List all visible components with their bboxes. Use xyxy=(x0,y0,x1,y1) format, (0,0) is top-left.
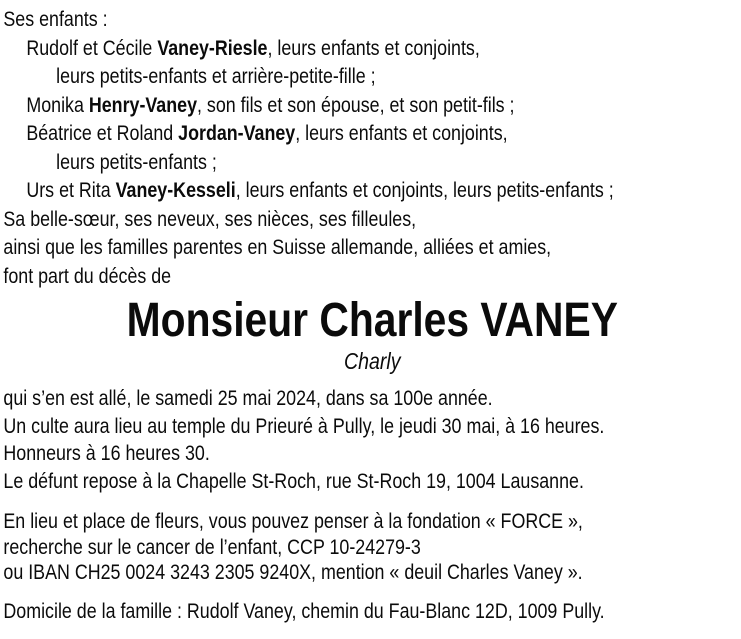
text-segment: ainsi que les familles parentes en Suisse allemande, alliées et amies, xyxy=(3,236,552,259)
intro-line xyxy=(3,206,741,235)
text-segment: Urs et Rita xyxy=(26,179,116,202)
detail-line: qui s’en est allé, le samedi 25 mai 2024, dans sa 100e année. xyxy=(3,387,493,410)
detail-paragraph xyxy=(3,385,741,495)
detail-paragraph xyxy=(3,509,741,586)
text-segment: Béatrice et Roland xyxy=(26,122,179,145)
family-name: Jordan-Vaney xyxy=(178,122,296,145)
intro-line xyxy=(3,63,741,92)
text-segment: Sa belle-sœur, ses neveux, ses nièces, ses filleules, xyxy=(3,207,417,231)
intro-line xyxy=(3,35,741,64)
intro-line xyxy=(3,263,741,292)
deceased-nickname: Charly xyxy=(344,348,401,374)
text-segment: font part du décès de xyxy=(3,264,172,288)
family-name: Henry-Vaney xyxy=(88,93,198,117)
text-segment: , leurs enfants et conjoints, xyxy=(295,122,508,145)
intro-line xyxy=(3,149,741,178)
intro-line xyxy=(3,234,741,263)
family-intro xyxy=(3,6,741,291)
text-segment: , leurs enfants et conjoints, xyxy=(267,36,480,60)
intro-line xyxy=(3,177,741,206)
text-segment: leurs petits-enfants et arrière-petite-fille ; xyxy=(56,65,376,88)
text-segment: Ses enfants : xyxy=(3,8,108,31)
detail-line: ou IBAN CH25 0024 3243 2305 9240X, mention « deuil Charles Vaney ». xyxy=(3,561,583,584)
deceased-name: Monsieur Charles VANEY xyxy=(126,294,618,347)
family-name: Vaney-Kesseli xyxy=(115,179,236,202)
intro-line xyxy=(3,6,741,35)
intro-line xyxy=(3,92,741,121)
text-segment: , son fils et son épouse, et son petit-fils ; xyxy=(197,93,515,117)
text-segment: leurs petits-enfants ; xyxy=(56,150,217,174)
text-segment: , leurs enfants et conjoints, leurs petits-enfants ; xyxy=(235,179,614,202)
detail-line: Un culte aura lieu au temple du Prieuré à Pully, le jeudi 30 mai, à 16 heures. xyxy=(3,414,605,438)
intro-line xyxy=(3,120,741,149)
detail-line: Le défunt repose à la Chapelle St-Roch, rue St-Roch 19, 1004 Lausanne. xyxy=(3,469,584,493)
announcement-details xyxy=(3,385,741,625)
family-name: Vaney-Riesle xyxy=(157,36,268,60)
text-segment: Rudolf et Cécile xyxy=(26,36,158,60)
detail-line: Honneurs à 16 heures 30. xyxy=(3,442,210,465)
detail-line: Domicile de la famille : Rudolf Vaney, chemin du Fau-Blanc 12D, 1009 Pully. xyxy=(3,599,605,623)
detail-paragraph xyxy=(3,598,741,626)
text-segment: Monika xyxy=(26,93,89,117)
detail-line: recherche sur le cancer de l’enfant, CCP 10-24279-3 xyxy=(3,535,421,559)
detail-line: En lieu et place de fleurs, vous pouvez penser à la fondation « FORCE », xyxy=(3,510,583,533)
